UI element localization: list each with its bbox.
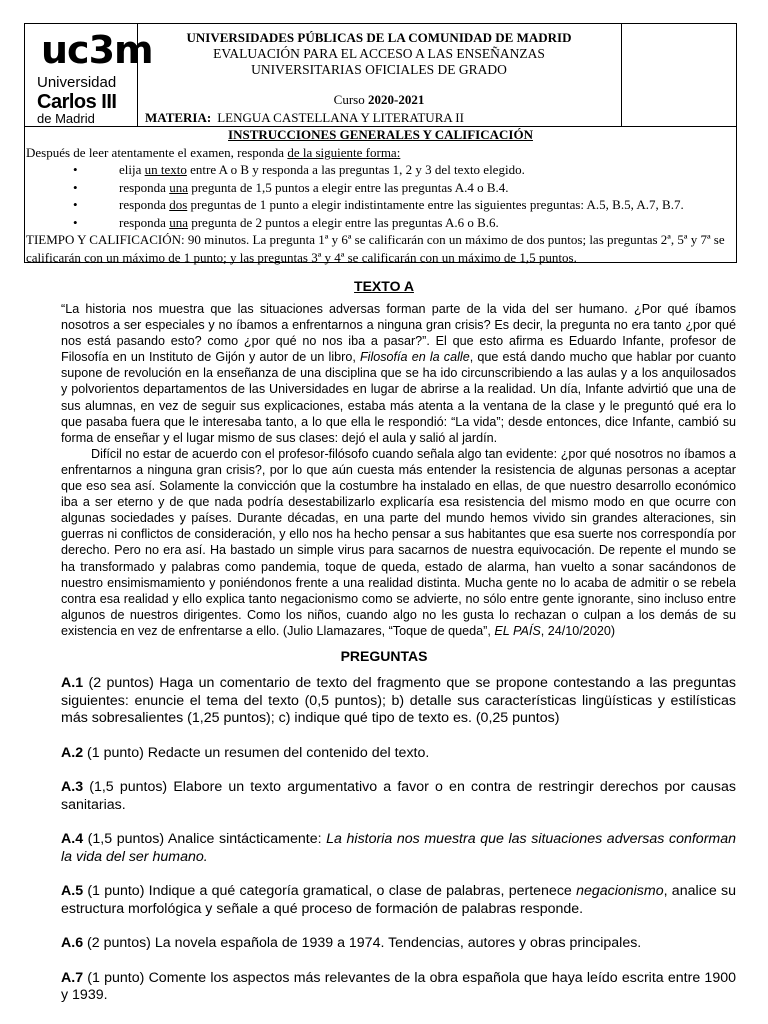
question-text: Elabore un texto argumentativo a favor o en contra de restringir derechos por causas sanitarias. [61,779,736,813]
question-id: A.3 [61,779,84,795]
question-points: (1,5 puntos) [83,779,174,795]
question-a2 [61,745,736,763]
intro-text: Después de leer atentamente el examen, responda [26,144,288,160]
materia-line [145,110,464,126]
list-item [25,161,736,179]
question-id: A.7 [61,969,84,986]
question-sentence: La historia nos muestra que las situaciones adversas conforman la vida del ser humano. [61,831,737,865]
item-underlined: una [169,214,188,230]
question-id: A.5 [61,883,84,899]
curso-label: Curso [333,92,368,107]
exam-header [24,23,737,127]
book-title: Filosofía en la calle [359,350,470,365]
header-line-1: UNIVERSIDADES PÚBLICAS DE LA COMUNIDAD DE MADRID [186,30,572,45]
source-date: , 24/10/2020) [540,623,616,638]
list-item [25,214,736,232]
list-item [25,179,736,197]
item-text: responda [119,179,170,195]
item-text: elija [119,162,145,177]
bullet-icon: • [73,197,78,212]
paragraph-text: Difícil no estar de acuerdo con el profesor-filósofo cuando señala algo tan evidente: ¿por qué nosotros no íbamos a enfrentarnos a ninguna gran crisis?, por lo que aún cuesta más entender la resistencia de algunas personas a aceptar que eso sea así. Solamente la convicción que la costumbre ha instalado en ellas, de que nuestro desarrollo económico iba a ser eterno y de que nada podría desestabilizarlo explicaría esa resistencia del mismo modo en que ocurre con algunas sociedades y países. Durante décadas, en una parte del mundo hemos vivido sin grandes alteraciones, sin guerras ni conflictos de consideración, y ello nos ha hecho pensar a sus habitantes que esa suerte nos correspondía por derecho. Pero no era así. Ha bastado un simple virus para sacarnos de nuestra equivocación. De repente el mundo se ha transformado y palabras como pandemia, toque de queda, estado de alarma, han vuelto a sonar sacándonos de nuestro ensimismamiento y poniéndonos frente a una realidad distinta. Mucha gente no lo acaba de admitir o se rebela contra esa realidad y ello explica tanto negacionismo como se advierte, no sólo entre gente ignorante, sino incluso entre algunos de nuestros dirigentes. Como los niños, cuando algo no les gusta lo rechazan o culpan a los demás de su existencia en vez de enfrentarse a ello. (Julio Llamazares, “Toque de queda”, [61,446,736,638]
logo-universidad: Universidad [37,74,117,91]
texto-title: TEXTO A [354,278,414,294]
instructions-title: INSTRUCCIONES GENERALES Y CALIFICACIÓN [228,127,533,142]
question-text: Analice sintácticamente: [167,831,327,847]
logo-carlos-iii: Carlos III [37,91,117,113]
question-id: A.6 [61,935,84,951]
header-title-cell [137,24,622,126]
question-text: Comente los aspectos más relevantes de la obra española que haya leído escrita entre 1900 y 1939. [61,969,736,1003]
curso-value: 2020-2021 [367,92,425,107]
question-a5 [61,883,736,918]
item-underlined: un texto [144,162,187,177]
bullet-icon: • [73,214,78,230]
item-text: pregunta de 2 puntos a elegir entre las preguntas A.6 o B.6. [187,214,499,230]
questions-list [61,675,736,1022]
bullet-icon: • [73,162,78,177]
question-a7 [61,970,736,1005]
question-id: A.1 [61,675,84,691]
texto-body [61,301,736,639]
instructions-list [25,161,736,231]
question-a1 [61,675,736,728]
university-logo [25,24,153,126]
paragraph-text: “La historia nos muestra que las situaciones adversas forman parte de la vida del ser humano. ¿Por qué íbamos nosotros a ser especiales y no íbamos a enfrentarnos a ninguna gran crisis? Es decir, la pregunta no era tanto ¿por qué nos está pasando esto? como ¿por qué no nos iba a pasar?”. El que esto afirma es Eduardo Infante, profesor de Filosofía en un Instituto de Gijón y autor de un libro, [61,302,736,365]
question-points: (2 puntos) [83,935,155,951]
instructions-intro [25,144,736,162]
question-id: A.4 [61,831,84,847]
instructions-box [24,127,737,263]
question-points: (1 punto) [83,969,149,986]
question-points: (1 punto) [83,744,148,761]
question-text: Indique a qué categoría gramatical, o clase de palabras, pertenece [148,883,577,899]
texto-paragraph-1 [61,301,736,446]
header-line-2: EVALUACIÓN PARA EL ACCESO A LAS ENSEÑANZAS [213,46,545,61]
texto-paragraph-2 [61,446,736,639]
uc3m-logo-mark: uc3m [41,28,153,72]
item-text: responda [119,197,170,212]
question-text: La novela española de 1939 a 1974. Tendencias, autores y obras principales. [154,935,642,951]
materia-label: MATERIA: [145,110,212,125]
item-underlined: una [169,179,188,195]
item-underlined: dos [169,197,188,212]
source-name: EL PAÍS [494,623,541,638]
intro-underlined: de la siguiente forma: [287,144,401,160]
question-a6 [61,935,736,953]
curso-line [137,92,621,108]
paragraph-text: , que está dando mucho que hablar por cuanto supone de revolución en la enseñanza de una disciplina que se ha ido circunscribiendo a las aulas y a los anquilosados y polvorientos departamentos de las Universidades en lugar de abrirse a la realidad. Un día, Infante advirtió que una de sus alumnas, en vez de seguir sus explicaciones, estaba más atenta a la ventana de la clase y le preguntó qué era lo que pasaba fuera que le interesaba tanto, a lo que ella le respondió: “La vida”; desde entonces, dice Infante, cambió su forma de enseñar y el lugar mismo de sus clases: dejó el aula y salió al jardín. [61,350,736,445]
question-points: (2 puntos) [83,675,160,691]
item-text: preguntas de 1 punto a elegir indistintamente entre las siguientes preguntas: A.5, B.5, A.7, B.7. [187,197,684,212]
question-id: A.2 [61,744,84,761]
question-points: (1,5 puntos) [83,831,168,847]
question-text: Redacte un resumen del contenido del texto. [147,744,430,761]
header-line-3: UNIVERSITARIAS OFICIALES DE GRADO [251,62,507,77]
item-text: responda [119,214,170,230]
question-text: , analice su estructura morfológica y señale a qué proceso de formación de palabras responde. [61,883,736,917]
materia-value: LENGUA CASTELLANA Y LITERATURA II [217,110,464,125]
question-a4 [61,831,736,866]
question-points: (1 punto) [83,883,149,899]
bullet-icon: • [73,179,78,195]
tiempo-calificacion: TIEMPO Y CALIFICACIÓN: 90 minutos. La pregunta 1ª y 6ª se calificarán con un máximo de dos puntos; las preguntas 2ª, 5ª y 7ª se calificarán con un máximo de 1 punto; y las preguntas 3ª y 4ª se calificarán con un máximo de 1,5 puntos. [26,232,725,265]
preguntas-title: PREGUNTAS [340,648,428,664]
list-item [25,196,736,214]
item-text: pregunta de 1,5 puntos a elegir entre las preguntas A.4 o B.4. [187,179,509,195]
item-text: entre A o B y responda a las preguntas 1, 2 y 3 del texto elegido. [186,162,525,177]
question-term: negacionismo [576,883,664,899]
question-text: Haga un comentario de texto del fragmento que se propone contestando a las preguntas siguientes: enuncie el tema del texto (0,5 puntos); b) detalle sus características lingüísticas y estilísticas más sobresalientes (1,25 puntos); c) indique qué tipo de texto es. (0,25 puntos) [61,675,736,726]
logo-de-madrid: de Madrid [37,111,95,126]
question-a3 [61,779,736,814]
